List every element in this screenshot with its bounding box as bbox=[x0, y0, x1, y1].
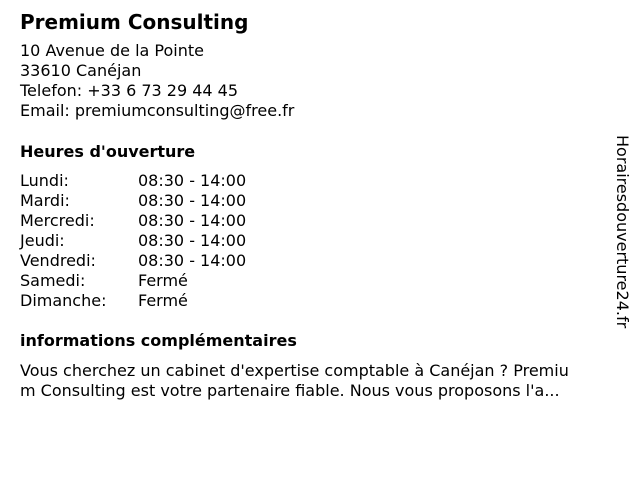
day-label: Vendredi: bbox=[20, 251, 96, 270]
address-line-1: 10 Avenue de la Pointe bbox=[20, 41, 204, 60]
info-title: informations complémentaires bbox=[20, 331, 297, 350]
day-hours: 08:30 - 14:00 bbox=[138, 211, 247, 230]
hours-row-saturday bbox=[20, 271, 610, 291]
hours-row-tuesday bbox=[20, 191, 610, 211]
opening-hours-title: Heures d'ouverture bbox=[20, 142, 196, 161]
day-label: Jeudi: bbox=[20, 231, 65, 250]
day-label: Lundi: bbox=[20, 171, 69, 190]
site-link[interactable]: Horairesdouverture24.fr bbox=[613, 135, 632, 329]
business-card bbox=[20, 10, 610, 401]
day-label: Samedi: bbox=[20, 271, 86, 290]
hours-row-friday bbox=[20, 251, 610, 271]
hours-row-sunday bbox=[20, 291, 610, 311]
info-text: Vous cherchez un cabinet d'expertise comptable à Canéjan ? Premium Consulting est votre partenaire fiable. Nous vous proposons l'a... bbox=[20, 361, 569, 400]
day-label: Dimanche: bbox=[20, 291, 107, 310]
opening-hours-table bbox=[20, 171, 610, 311]
email-text: Email: premiumconsulting@free.fr bbox=[20, 101, 295, 120]
day-hours: Fermé bbox=[138, 291, 188, 310]
day-hours: Fermé bbox=[138, 271, 188, 290]
day-label: Mercredi: bbox=[20, 211, 95, 230]
day-hours: 08:30 - 14:00 bbox=[138, 231, 247, 250]
hours-row-wednesday bbox=[20, 211, 610, 231]
address-line-2: 33610 Canéjan bbox=[20, 61, 142, 80]
day-hours: 08:30 - 14:00 bbox=[138, 251, 247, 270]
hours-row-thursday bbox=[20, 231, 610, 251]
day-hours: 08:30 - 14:00 bbox=[138, 191, 247, 210]
hours-row-monday bbox=[20, 171, 610, 191]
day-label: Mardi: bbox=[20, 191, 70, 210]
day-hours: 08:30 - 14:00 bbox=[138, 171, 247, 190]
business-name: Premium Consulting bbox=[20, 10, 249, 34]
phone-text: Telefon: +33 6 73 29 44 45 bbox=[20, 81, 239, 100]
